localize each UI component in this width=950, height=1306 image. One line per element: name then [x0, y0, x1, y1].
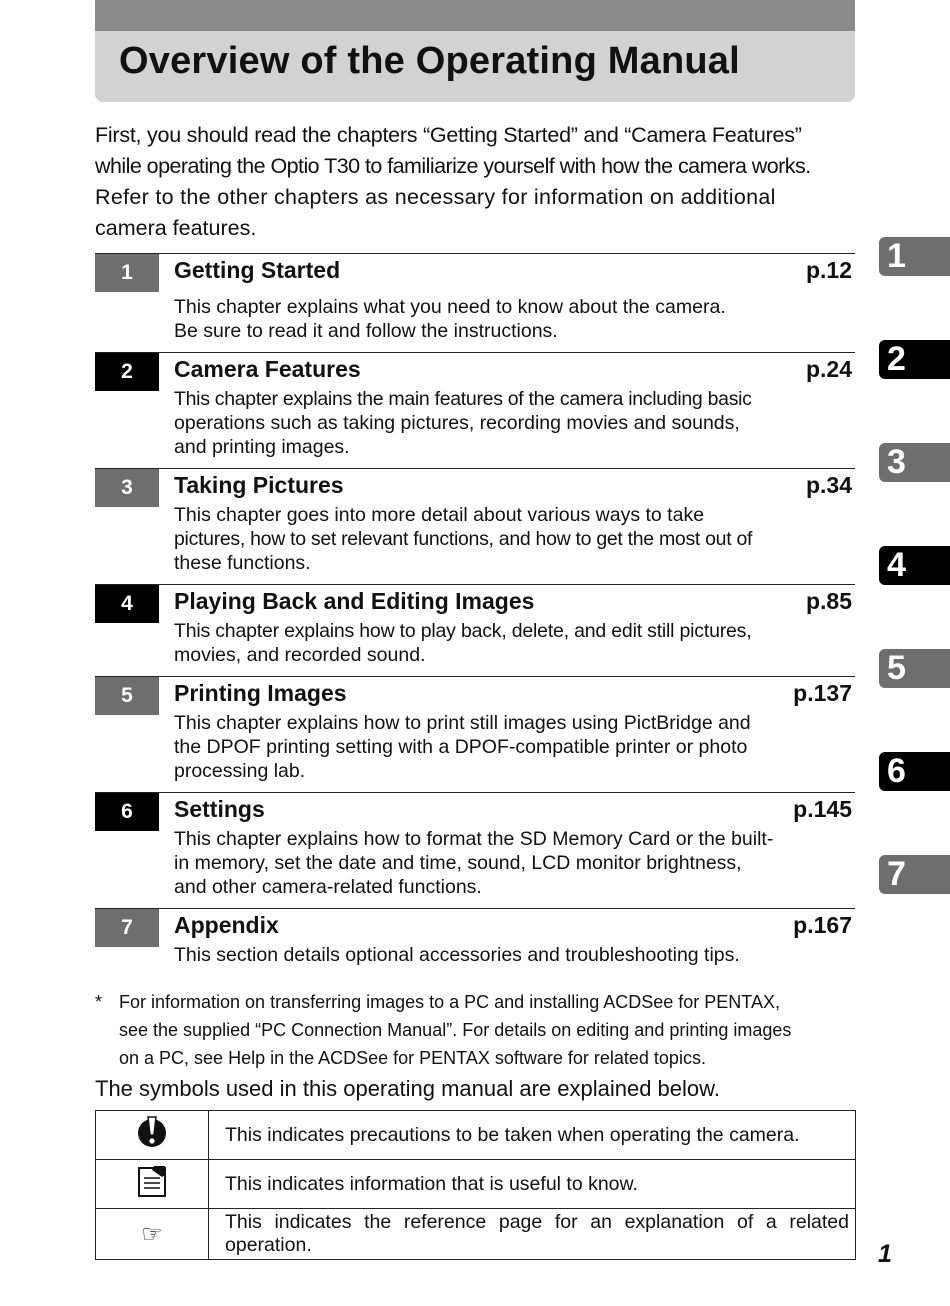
chapter-3[interactable] [95, 468, 855, 583]
footnote-line: see the supplied “PC Connection Manual”. For details on editing and printing images [119, 1020, 792, 1040]
chapter-title: Appendix [174, 912, 279, 938]
chapter-description-line: these functions. [174, 552, 311, 574]
chapter-description [174, 619, 834, 667]
footnote-line: on a PC, see Help in the ACDSee for PENTAX software for related topics. [119, 1048, 706, 1068]
chapter-page-ref[interactable]: p.12 [805, 257, 852, 283]
symbol-description: This indicates precautions to be taken when operating the camera. [209, 1111, 856, 1160]
symbols-intro: The symbols used in this operating manual are explained below. [95, 1076, 720, 1101]
symbols-row [96, 1209, 856, 1260]
symbol-description: This indicates the reference page for an explanation of a related operation. [209, 1209, 856, 1260]
symbols-row [96, 1160, 856, 1209]
side-tab-3[interactable]: 3 [879, 443, 950, 482]
footnote-marker: * [95, 992, 103, 1012]
chapter-number: 2 [95, 353, 159, 391]
chapter-6[interactable] [95, 792, 855, 907]
chapter-description-line: Be sure to read it and follow the instructions. [174, 320, 558, 342]
chapter-number: 6 [95, 793, 159, 831]
chapter-description [174, 943, 834, 967]
chapter-description-line: This chapter explains how to format the SD Memory Card or the built- [174, 828, 774, 850]
symbol-cell [96, 1160, 209, 1209]
chapter-description-line: and printing images. [174, 436, 350, 458]
chapter-number: 7 [95, 909, 159, 947]
side-tab-2[interactable]: 2 [879, 340, 950, 379]
page-title: Overview of the Operating Manual [119, 40, 740, 82]
intro-line: while operating the Optio T30 to familiarize yourself with how the camera works. [95, 154, 811, 178]
chapter-title: Getting Started [174, 257, 341, 283]
chapter-description-line: This chapter explains what you need to know about the camera. [174, 296, 726, 318]
chapter-number: 3 [95, 469, 159, 507]
chapter-2[interactable] [95, 352, 855, 467]
chapter-number: 4 [95, 585, 159, 623]
intro-line: Refer to the other chapters as necessary for information on additional [95, 185, 776, 209]
chapter-description-line: the DPOF printing setting with a DPOF-compatible printer or photo [174, 736, 748, 758]
footnote-text [119, 988, 855, 1072]
side-tab-4[interactable]: 4 [879, 546, 950, 585]
chapter-description-line: This section details optional accessories and troubleshooting tips. [174, 944, 740, 966]
chapter-5[interactable] [95, 676, 855, 791]
chapter-7[interactable] [95, 908, 855, 975]
page-title-banner [95, 0, 855, 102]
chapter-page-ref[interactable]: p.145 [793, 796, 852, 822]
memo-icon [136, 1181, 168, 1203]
intro-paragraph [95, 120, 865, 244]
chapter-title: Camera Features [174, 356, 361, 382]
page-number: 1 [878, 1240, 892, 1268]
side-tab-5[interactable]: 5 [879, 649, 950, 688]
chapter-description-line: processing lab. [174, 760, 306, 782]
chapter-description-line: and other camera-related functions. [174, 876, 482, 898]
chapter-description-line: operations such as taking pictures, recording movies and sounds, [174, 412, 740, 434]
chapter-description-line: This chapter explains how to play back, delete, and edit still pictures, [174, 620, 752, 642]
intro-line: camera features. [95, 216, 257, 240]
chapter-title: Playing Back and Editing Images [174, 588, 535, 614]
side-tab-7[interactable]: 7 [879, 855, 950, 894]
chapter-description-line: movies, and recorded sound. [174, 644, 426, 666]
side-tab-6[interactable]: 6 [879, 752, 950, 791]
chapter-page-ref[interactable]: p.137 [793, 680, 852, 706]
chapter-title: Taking Pictures [174, 472, 344, 498]
chapter-description-line: in memory, set the date and time, sound, LCD monitor brightness, [174, 852, 742, 874]
chapter-1[interactable] [95, 253, 855, 352]
chapter-page-ref[interactable]: p.24 [805, 356, 852, 382]
pointing-hand-icon: ☞ [141, 1220, 163, 1248]
chapter-page-ref[interactable]: p.85 [805, 588, 852, 614]
footnote [95, 988, 855, 1072]
chapter-number: 1 [95, 254, 159, 292]
chapter-description-line: This chapter explains the main features of the camera including basic [174, 388, 752, 410]
chapter-description [174, 295, 834, 343]
chapter-description [174, 387, 834, 459]
chapter-page-ref[interactable]: p.167 [793, 912, 852, 938]
symbol-description: This indicates information that is useful to know. [209, 1160, 856, 1209]
chapter-description-line: pictures, how to set relevant functions, and how to get the most out of [174, 528, 753, 550]
symbol-cell [96, 1111, 209, 1160]
chapter-4[interactable] [95, 584, 855, 675]
chapter-number: 5 [95, 677, 159, 715]
chapter-description [174, 711, 834, 783]
symbols-table [95, 1110, 856, 1260]
symbols-row [96, 1111, 856, 1160]
symbol-cell [96, 1209, 209, 1260]
intro-line: First, you should read the chapters “Getting Started” and “Camera Features” [95, 123, 802, 147]
chapter-page-ref[interactable]: p.34 [805, 472, 852, 498]
side-tab-1[interactable]: 1 [879, 237, 950, 276]
footnote-line: For information on transferring images to a PC and installing ACDSee for PENTAX, [119, 992, 780, 1012]
chapter-description-line: This chapter explains how to print still images using PictBridge and [174, 712, 751, 734]
chapter-description [174, 503, 834, 575]
chapter-title: Printing Images [174, 680, 347, 706]
chapter-description [174, 827, 834, 899]
chapter-title: Settings [174, 796, 265, 822]
title-top-bar [95, 0, 855, 31]
chapter-description-line: This chapter goes into more detail about various ways to take [174, 504, 705, 526]
caution-icon [136, 1132, 168, 1154]
